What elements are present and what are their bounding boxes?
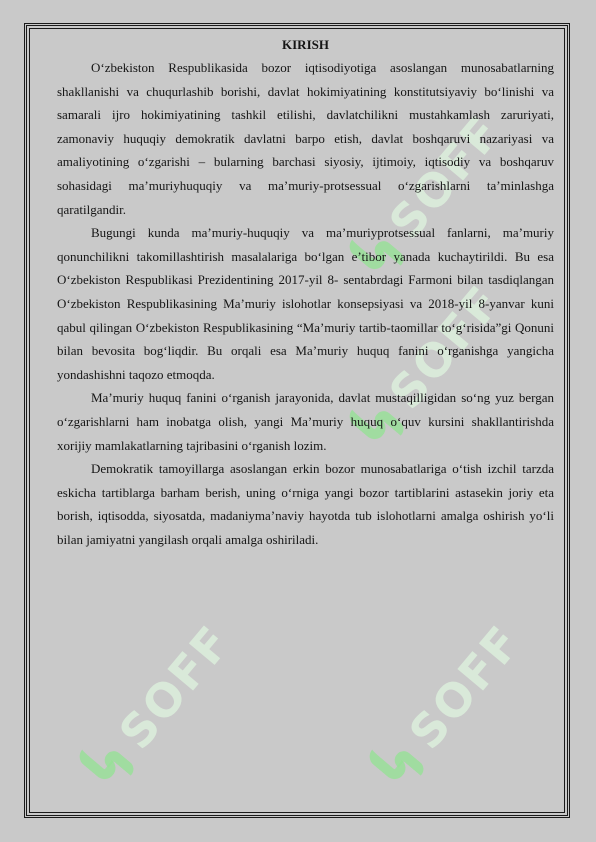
watermark: SOFF [64,603,255,806]
watermark: SOFF [354,603,545,806]
paragraph: Ma’muriy huquq fanini o‘rganish jarayonida, davlat mustaqilligidan so‘ng yuz bergan o‘zgarishlarni ham inobatga olish, yangi Ma’muriy huquq o‘quv kursini shakllantirishda xorijiy mamlakatlarning tajribasini o‘rganish lozim. [57,390,554,453]
document-body [57,34,554,551]
paragraph: Bugungi kunda ma’muriy-huquqiy va ma’muriyprotsessual fanlarni, ma’muriy qonunchilikni takomillashtirish masalalariga bo‘lgan e’tibor yanada kuchaytirildi. Bu esa O‘zbekiston Respublikasi Prezidentining 2017-yil 8- sentabrdagi Farmoni bilan tasdiqlangan O‘zbekiston Respublikasining Ma’muriy islohotlar konsepsiyasi va 2018-yil 8-yanvar kuni qabul qilingan O‘zbekiston Respublikasining “Ma’muriy tartib-taomillar to‘g‘risida”gi Qonuni bilan bevosita bog‘liqdir. Bu orqali esa Ma’muriy huquq fanini o‘rganishga yangicha yondashishni taqozo etmoqda. [57,225,554,382]
paragraph: Demokratik tamoyillarga asoslangan erkin bozor munosabatlariga o‘tish izchil tarzda eskicha tartiblarga barham berish, uning o‘rniga yangi bozor tartiblarini astasekin joriy eta borish, iqtisodda, siyosatda, madaniyma’naviy hayotda tub islohotlarni amalga oshirish yo‘li bilan jamiyatni yangilash orqali amalga oshiriladi. [57,461,554,547]
page-title: KIRISH [282,37,329,52]
watermark: SOFF [334,263,525,466]
paragraph: O‘zbekiston Respublikasida bozor iqtisodiyotiga asoslangan munosabatlarning shakllanishi va chuqurlashib borishi, davlat hokimiyatining konstitutsiyaviy bo‘linishi va samarali ijro hokimiyatining tashkil etilishi, davlatchilikni mustahkamlash zaruriyati, zamonaviy huquqiy demokratik davlatni barpo etish, davlat boshqaruvi nazariyasi va amaliyotining o‘zgarishi – bularning barchasi siyosiy, ijtimoiy, iqtisodiy va boshqaruv sohasidagi ma’muriyhuquqiy va ma’muriy-protsessual o‘zgarishlarni ta’minlashga qaratilgandir. [57,60,554,217]
watermark: SOFF [334,93,525,296]
